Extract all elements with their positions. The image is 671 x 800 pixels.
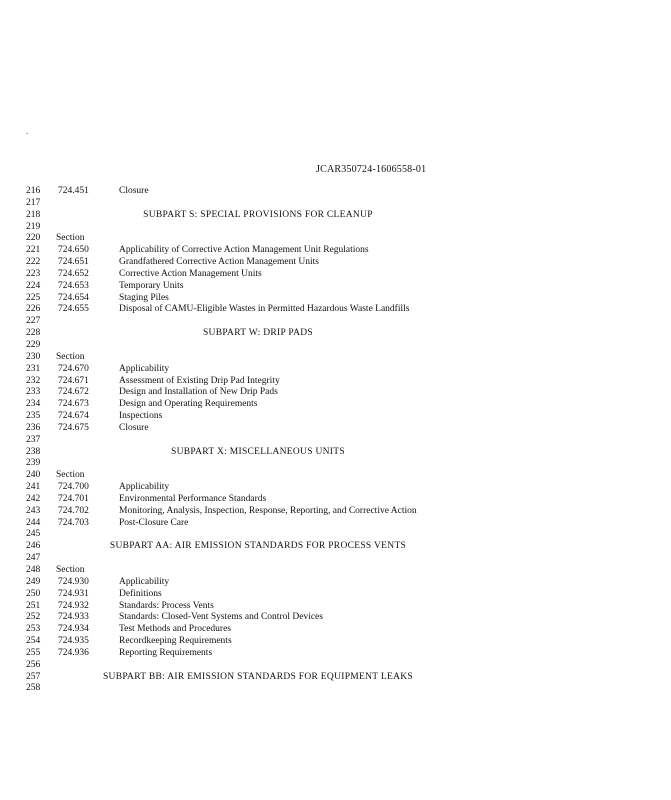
section-title: Applicability	[119, 576, 170, 587]
line-number: 231	[26, 363, 41, 374]
section-number: 724.654	[58, 292, 89, 303]
line-number: 228	[26, 328, 41, 339]
document-line	[0, 399, 671, 411]
line-number: 238	[26, 446, 41, 457]
document-line	[0, 186, 671, 198]
line-number: 216	[26, 186, 41, 196]
document-line	[0, 683, 671, 695]
document-line	[0, 435, 671, 447]
line-number: 242	[26, 493, 41, 504]
section-title: Corrective Action Management Units	[119, 268, 262, 279]
margin-mark: .	[26, 126, 29, 136]
section-number: 724.671	[58, 375, 89, 386]
section-title: Disposal of CAMU-Eligible Wastes in Permitted Hazardous Waste Landfills	[119, 304, 410, 315]
document-line	[0, 482, 671, 494]
line-number: 247	[26, 553, 41, 564]
document-line	[0, 269, 671, 281]
subpart-heading: SUBPART W: DRIP PADS	[202, 328, 314, 339]
document-line	[0, 316, 671, 328]
document-line	[0, 304, 671, 316]
section-number: 724.674	[58, 411, 89, 422]
document-line	[0, 660, 671, 672]
section-title: Closure	[119, 186, 149, 196]
section-number: 724.933	[58, 612, 89, 623]
document-line	[0, 506, 671, 518]
line-number: 237	[26, 434, 41, 445]
section-number: 724.673	[58, 399, 89, 410]
section-number: 724.700	[58, 482, 89, 493]
line-number: 226	[26, 304, 41, 315]
section-title: Staging Piles	[119, 292, 169, 303]
line-number: 256	[26, 659, 41, 670]
section-number: 724.930	[58, 576, 89, 587]
document-line	[0, 423, 671, 435]
line-number: 255	[26, 647, 41, 658]
document-line	[0, 364, 671, 376]
line-number: 221	[26, 245, 41, 256]
subpart-heading: SUBPART BB: AIR EMISSION STANDARDS FOR EQUIPMENT LEAKS	[102, 671, 414, 682]
document-line	[0, 198, 671, 210]
line-number: 244	[26, 517, 41, 528]
document-line	[0, 648, 671, 660]
line-number: 224	[26, 280, 41, 291]
line-number: 252	[26, 612, 41, 623]
line-number: 230	[26, 351, 41, 362]
section-title: Applicability	[119, 363, 170, 374]
document-line	[0, 541, 671, 553]
section-number: 724.936	[58, 647, 89, 658]
section-number: 724.701	[58, 493, 89, 504]
section-title: Design and Operating Requirements	[119, 399, 258, 410]
line-number: 245	[26, 529, 41, 540]
document-line	[0, 447, 671, 459]
section-number: 724.702	[58, 505, 89, 516]
section-number: 724.451	[58, 186, 89, 196]
section-title: Applicability	[119, 482, 170, 493]
line-number: 251	[26, 600, 41, 611]
section-number: 724.650	[58, 245, 89, 256]
document-line	[0, 257, 671, 269]
section-title: Standards: Process Vents	[119, 600, 214, 611]
document-line	[0, 470, 671, 482]
section-number: 724.672	[58, 387, 89, 398]
line-number: 241	[26, 482, 41, 493]
section-title: Definitions	[119, 588, 162, 599]
line-number: 222	[26, 257, 41, 268]
section-column-label: Section	[56, 470, 85, 481]
line-number: 217	[26, 197, 41, 208]
document-line	[0, 518, 671, 530]
section-number: 724.935	[58, 636, 89, 647]
subpart-heading: SUBPART X: MISCELLANEOUS UNITS	[171, 446, 345, 457]
document-line	[0, 601, 671, 613]
document-line	[0, 387, 671, 399]
document-line	[0, 210, 671, 222]
document-line	[0, 612, 671, 624]
document-line	[0, 636, 671, 648]
document-line	[0, 565, 671, 577]
section-number: 724.703	[58, 517, 89, 528]
section-column-label: Section	[56, 565, 85, 575]
line-number: 235	[26, 411, 41, 422]
line-number: 258	[26, 683, 41, 694]
section-title: Inspections	[119, 411, 163, 422]
line-number: 250	[26, 588, 41, 599]
line-number: 248	[26, 565, 41, 575]
document-line	[0, 340, 671, 352]
line-number: 219	[26, 221, 41, 232]
section-number: 724.655	[58, 304, 89, 315]
line-number: 243	[26, 505, 41, 516]
section-column-label: Section	[56, 351, 85, 362]
line-number: 234	[26, 399, 41, 410]
section-number: 724.653	[58, 280, 89, 291]
document-line	[0, 672, 671, 684]
line-number: 223	[26, 268, 41, 279]
document-line	[0, 589, 671, 601]
document-line	[0, 553, 671, 565]
subpart-heading: SUBPART S: SPECIAL PROVISIONS FOR CLEANUP	[143, 209, 373, 220]
document-line	[0, 624, 671, 636]
line-numbered-body	[0, 186, 671, 695]
section-number: 724.651	[58, 257, 89, 268]
line-number: 257	[26, 671, 41, 682]
section-title: Post-Closure Care	[119, 517, 189, 528]
line-number: 220	[26, 233, 41, 244]
document-line	[0, 293, 671, 305]
section-number: 724.670	[58, 363, 89, 374]
section-title: Closure	[119, 422, 149, 433]
section-title: Standards: Closed-Vent Systems and Control Devices	[119, 612, 323, 623]
line-number: 218	[26, 209, 41, 220]
document-line	[0, 233, 671, 245]
section-title: Monitoring, Analysis, Inspection, Response, Reporting, and Corrective Action	[119, 505, 417, 516]
subpart-heading: SUBPART AA: AIR EMISSION STANDARDS FOR PROCESS VENTS	[109, 541, 407, 552]
section-title: Test Methods and Procedures	[119, 624, 231, 635]
line-number: 225	[26, 292, 41, 303]
section-title: Applicability of Corrective Action Management Unit Regulations	[119, 245, 369, 256]
section-title: Assessment of Existing Drip Pad Integrity	[119, 375, 280, 386]
section-title: Reporting Requirements	[119, 647, 213, 658]
section-title: Grandfathered Corrective Action Management Units	[119, 257, 319, 268]
line-number: 246	[26, 541, 41, 552]
line-number: 227	[26, 316, 41, 327]
document-line	[0, 577, 671, 589]
document-line	[0, 529, 671, 541]
document-line	[0, 328, 671, 340]
section-number: 724.652	[58, 268, 89, 279]
section-column-label: Section	[56, 233, 85, 244]
section-number: 724.931	[58, 588, 89, 599]
document-line	[0, 376, 671, 388]
line-number: 240	[26, 470, 41, 481]
section-number: 724.675	[58, 422, 89, 433]
line-number: 254	[26, 636, 41, 647]
line-number: 233	[26, 387, 41, 398]
line-number: 229	[26, 339, 41, 350]
line-number: 253	[26, 624, 41, 635]
document-line	[0, 458, 671, 470]
document-header-id: JCAR350724-1606558-01	[316, 164, 427, 175]
document-line	[0, 245, 671, 257]
line-number: 239	[26, 458, 41, 469]
line-number: 236	[26, 422, 41, 433]
document-line	[0, 222, 671, 234]
document-line	[0, 411, 671, 423]
document-line	[0, 352, 671, 364]
section-title: Design and Installation of New Drip Pads	[119, 387, 278, 398]
section-number: 724.932	[58, 600, 89, 611]
document-line	[0, 494, 671, 506]
section-title: Recordkeeping Requirements	[119, 636, 232, 647]
line-number: 232	[26, 375, 41, 386]
section-title: Environmental Performance Standards	[119, 493, 267, 504]
line-number: 249	[26, 576, 41, 587]
section-number: 724.934	[58, 624, 89, 635]
document-line	[0, 281, 671, 293]
section-title: Temporary Units	[119, 280, 184, 291]
